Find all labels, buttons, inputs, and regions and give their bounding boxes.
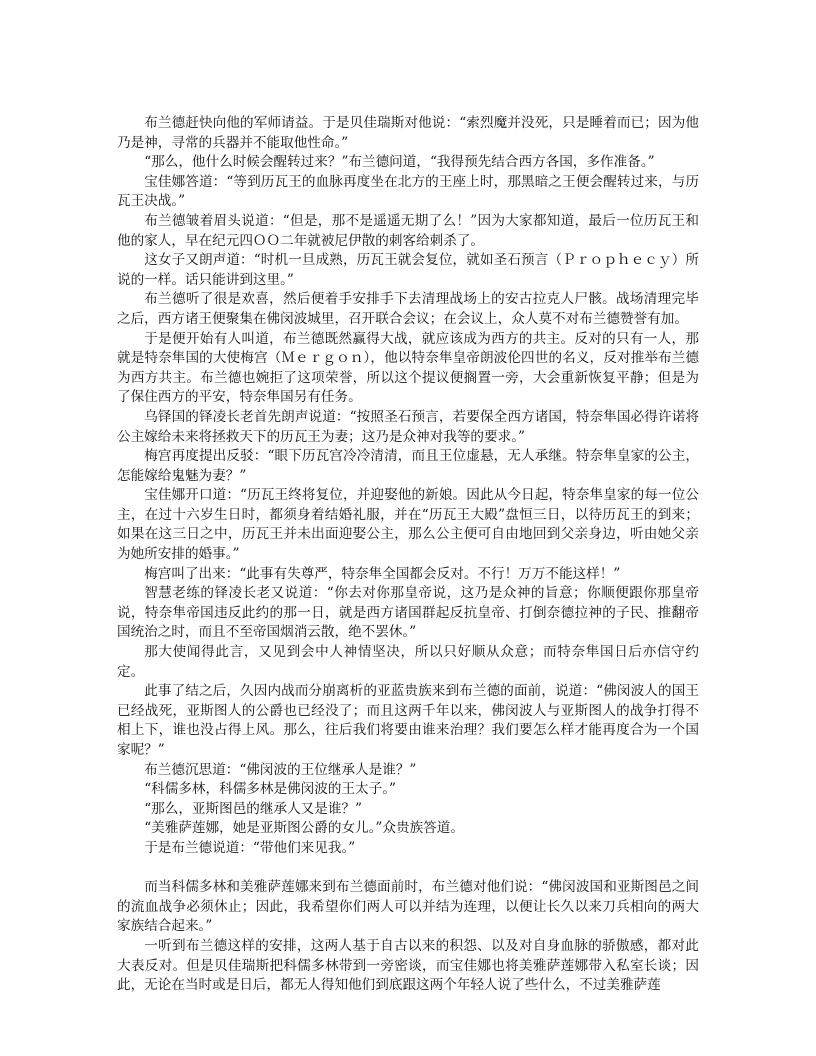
paragraph: 而当科儒多林和美雅萨莲娜来到布兰德面前时，布兰德对他们说：“佛闵波国和亚斯图邑之间的流血战争必须休止；因此，我希望你们两人可以并结为连理，以便让长久以来刀兵相向的两大家族结合起来。” [117,879,699,935]
paragraph: 于是便开始有人叫道，布兰德既然赢得大战，就应该成为西方的共主。反对的只有一人，那就是特奈隼国的大使梅宫（Ｍｅｒｇｏｎ），他以特奈隼皇帝朗波伦四世的名义，反对推举布兰德为西方共主。布兰德也婉拒了这项荣誉，所以这个提议便搁置一旁，大会重新恢复平静；但是为了保住西方的平安，特奈隼国另有任务。 [117,330,699,406]
paragraph: 那大使闻得此言，又见到会中人神情坚决，所以只好顺从众意；而特奈隼国日后亦信守约定。 [117,644,699,680]
paragraph: 布兰德赶快向他的军师请益。于是贝佳瑞斯对他说：“索烈魔并没死，只是睡着而已；因为他乃是神，寻常的兵器并不能取他性命。” [117,115,699,151]
paragraph: “美雅萨莲娜，她是亚斯图公爵的女儿。”众贵族答道。 [144,820,464,837]
paragraph: 布兰德沉思道：“佛闵波的王位继承人是谁？” [144,761,417,778]
paragraph: 宝佳娜开口道：“历瓦王终将复位，并迎娶他的新娘。因此从今日起，特奈隼皇家的每一位公主，在过十六岁生日时，都须身着结婚礼服，并在“历瓦王大殿”盘恒三日，以待历瓦王的到来；如果在这三日之中，历瓦王并未出面迎娶公主，那么公主便可自由地回到父亲身边，听由她父亲为她所安排的婚事。” [117,487,699,563]
paragraph: 智慧老练的铎凌长老又说道：“你去对你那皇帝说，这乃是众神的旨意；你顺便跟你那皇帝说，特奈隼帝国违反此约的那一日，就是西方诸国群起反抗皇帝、打倒奈德拉神的子民、推翻帝国统治之时，而且不至帝国烟消云散，绝不罢休。” [117,585,699,641]
paragraph: “那么，他什么时候会醒转过来？”布兰德问道，“我得预先结合西方各国，多作准备。” [144,154,655,171]
paragraph: 一听到布兰德这样的安排，这两人基于自古以来的积怨、以及对自身血脉的骄傲感，都对此大表反对。但是贝佳瑞斯把科儒多林带到一旁密谈，而宝佳娜也将美雅萨莲娜带入私室长谈；因此，无论在当时或是日后，都无人得知他们到底跟这两个年轻人说了些什么，不过美雅萨莲 [117,937,699,994]
document-body [117,114,699,996]
paragraph: 梅宫叫了出来：“此事有失尊严，特奈隼全国都会反对。不行！万万不能这样！” [144,565,621,582]
paragraph: “那么，亚斯图邑的继承人又是谁？” [144,800,362,817]
section-break [117,859,699,879]
paragraph: 这女子又朗声道：“时机一旦成熟，历瓦王就会复位，就如圣石预言（Ｐｒｏｐｈｅｃｙ）所说的一样。话只能讲到这里。” [117,252,699,288]
paragraph: “科儒多林，科儒多林是佛闵波的王太子。” [144,781,396,798]
paragraph: 于是布兰德说道：“带他们来见我。” [144,839,356,856]
paragraph: 布兰德听了很是欢喜，然后便着手安排手下去清理战场上的安古拉克人尸骸。战场清理完毕之后，西方诸王便聚集在佛闵波城里，召开联合会议；在会议上，众人莫不对布兰德赞誉有加。 [117,291,699,327]
paragraph: 布兰德皱着眉头说道：“但是，那不是遥遥无期了么！”因为大家都知道，最后一位历瓦王和他的家人，早在纪元四ＯＯ二年就被尼伊散的刺客给刺杀了。 [117,212,699,249]
paragraph: 此事了结之后，久因内战而分崩离析的亚蓝贵族来到布兰德的面前，说道：“佛闵波人的国王已经战死，亚斯图人的公爵也已经没了；而且这两千年以来，佛闵波人与亚斯图人的战争打得不相上下，谁也没占得上风。那么，往后我们将要由谁来治理？我们要怎么样才能再度合为一个国家呢？” [117,683,699,758]
paragraph: 梅宫再度提出反驳：“眼下历瓦宫冷冷清清，而且王位虚悬，无人承继。特奈隼皇家的公主，怎能嫁给鬼魅为妻？” [117,448,699,484]
paragraph: 乌铎国的铎凌长老首先朗声说道：“按照圣石预言，若要保全西方诸国，特奈隼国必得许诺将公主嫁给未来将拯救天下的历瓦王为妻；这乃是众神对我等的要求。” [117,408,699,445]
paragraph: 宝佳娜答道：“等到历瓦王的血脉再度坐在北方的王座上时，那黑暗之王便会醒转过来，与历瓦王决战。” [117,173,699,210]
